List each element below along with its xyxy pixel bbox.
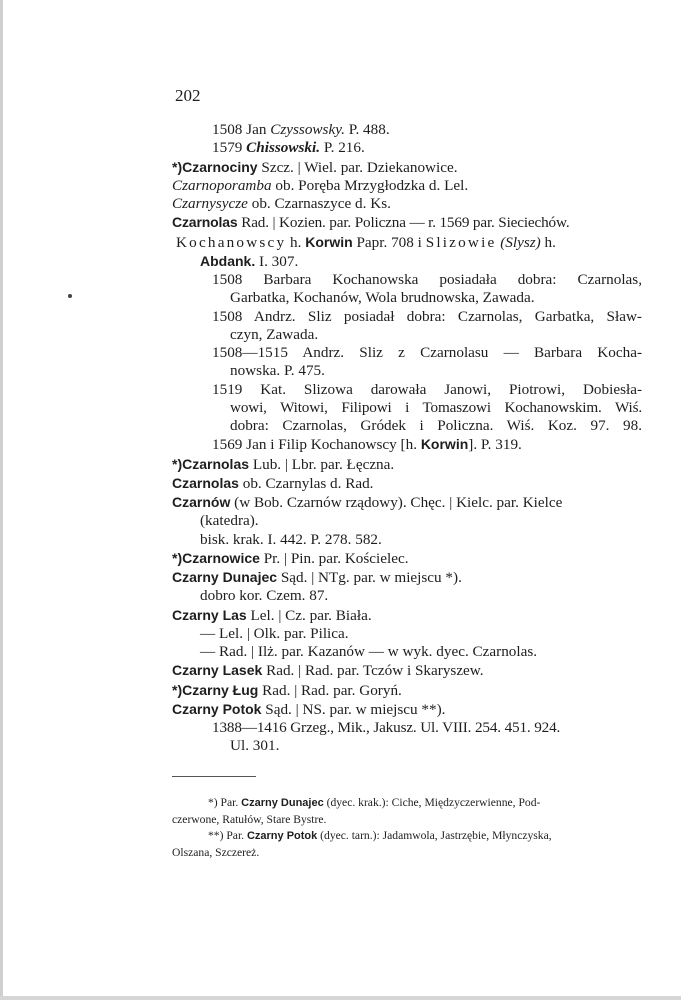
footnote-line [172, 795, 652, 812]
entry-headword: Czarnoporamba [172, 176, 272, 194]
text-run: Papr. 708 i [352, 233, 426, 251]
text-run: ob. Czarnaszyce d. Ks. [247, 195, 391, 212]
entry-headword: Czarny Las [172, 606, 247, 623]
text-run: 1388—1416 Grzeg., Mik., Jakusz. Ul. VIII. 254. 451. 924. [212, 719, 561, 736]
text-run: ob. Czarnylas d. Rad. [238, 474, 374, 492]
entry-headword: Czarny Lasek [172, 662, 263, 679]
text-run: Szcz. | Wiel. par. Dziekanowice. [257, 158, 458, 176]
text-run: Czarny Dunajec [241, 797, 324, 809]
text-line [172, 474, 642, 493]
text-run: Olszana, Szczereż. [172, 845, 260, 859]
text-line [172, 417, 642, 435]
text-run: *) Par. [208, 796, 242, 809]
text-run: (katedra). [200, 512, 259, 530]
footnote-line [172, 812, 652, 829]
text-line [172, 549, 642, 568]
text-line [172, 681, 642, 700]
text-line [172, 362, 642, 380]
text-run: Korwin [305, 233, 353, 250]
text-run: Rad. | Rad. par. Tczów i Skaryszew. [262, 662, 484, 680]
text-run: Chissowski. [246, 139, 321, 157]
footnote-line [172, 845, 652, 862]
text-line [172, 177, 642, 195]
text-line [172, 271, 642, 289]
text-run: Rad. | Kozien. par. Policzna — r. 1569 par. Sieciechów. [237, 214, 570, 232]
text-run: (w Bob. Czarnów rządowy). Chęc. | Kielc. par. Kielce [230, 494, 563, 511]
text-run: h. [286, 233, 306, 251]
entry-headword: Czarnysycze [172, 195, 248, 212]
text-run: 1508—1515 Andrz. Sliz z Czarnolasu — Barbara Kocha- [212, 344, 642, 361]
text-line [172, 719, 642, 737]
text-run: bisk. krak. I. 442. P. 278. 582. [200, 530, 382, 548]
text-line [172, 455, 642, 474]
text-line [172, 326, 642, 344]
text-run: P. 216. [320, 139, 365, 157]
entry-headword: Czarny Dunajec [172, 569, 278, 585]
footnote-rule [172, 776, 256, 777]
text-line [172, 737, 642, 755]
text-run: (Slysz) [500, 233, 541, 251]
text-line [172, 381, 642, 399]
text-run: Ul. 301. [230, 737, 280, 755]
page-number: 202 [175, 86, 201, 105]
entry-headword: Czarnolas [172, 214, 238, 231]
text-run: Rad. | Rad. par. Goryń. [258, 681, 402, 699]
page-bottom-edge [0, 996, 681, 1000]
footnote-line [172, 828, 652, 845]
entry-headword: *)Czarny Ług [172, 681, 259, 698]
text-line [172, 399, 642, 417]
text-run: — Rad. | Ilż. par. Kazanów — w wyk. dyec. Czarnolas. [200, 643, 538, 660]
main-text [172, 121, 642, 756]
text-run: Sąd. | NTg. par. w miejscu *). [277, 569, 462, 586]
text-line [172, 233, 642, 252]
text-run: — Lel. | Olk. par. Pilica. [200, 624, 349, 642]
text-run: Lub. | Lbr. par. Łęczna. [249, 455, 395, 473]
text-line [172, 213, 642, 232]
entry-headword: *)Czarnolas [172, 455, 250, 472]
text-run: czerwone, Ratułów, Stare Bystre. [172, 812, 327, 826]
text-run: wowi, Witowi, Filipowi i Tomaszowi Kochanowskim. Wiś. [230, 398, 642, 416]
text-line [172, 493, 642, 512]
text-run: Pr. | Pin. par. Kościelec. [259, 549, 409, 567]
page-edge [0, 0, 3, 1000]
text-run: dobro kor. Czem. 87. [200, 587, 329, 605]
text-run: nowska. P. 475. [230, 362, 325, 380]
text-line [172, 289, 642, 307]
entry-headword: *)Czarnowice [172, 549, 260, 566]
text-line [172, 531, 642, 549]
text-line [172, 512, 642, 530]
entry-headword: *)Czarnociny [172, 158, 258, 175]
text-line [172, 252, 642, 271]
text-line [172, 568, 642, 587]
text-run: 1519 Kat. Slizowa darowała Janowi, Piotrowi, Dobiesła- [212, 380, 642, 398]
text-run: Sąd. | NS. par. w miejscu **). [261, 700, 446, 718]
text-line [172, 625, 642, 643]
text-line [172, 606, 642, 625]
text-run: Kochanowscy [176, 233, 287, 251]
text-line [172, 195, 642, 213]
entry-headword: Czarnów [172, 494, 231, 510]
text-line [172, 435, 642, 454]
text-run: (dyec. tarn.): Jadamwola, Jastrzębie, Młynczyska, [317, 829, 552, 842]
text-run: 1508 Andrz. Sliz posiadał dobra: Czarnolas, Garbatka, Sław- [212, 307, 642, 325]
text-run: Czyssowsky. [270, 121, 345, 138]
text-run: Czarny Potok [246, 830, 318, 842]
text-run: **) Par. [208, 829, 247, 842]
scan-speck [68, 294, 72, 298]
entry-headword: Czarny Potok [172, 700, 262, 717]
text-run: 1569 Jan i Filip Kochanowscy [h. [212, 436, 421, 454]
entry-headword: Czarnolas [172, 474, 239, 491]
footnotes [172, 795, 652, 861]
text-run: ]. P. 319. [468, 436, 522, 454]
text-line [172, 139, 642, 157]
text-run: (dyec. krak.): Ciche, Międzyczerwienne, Pod- [323, 796, 541, 809]
text-run: ob. Poręba Mrzygłodzka d. Lel. [271, 176, 469, 194]
text-run: I. 307. [255, 252, 299, 270]
text-line [172, 308, 642, 326]
text-run: P. 488. [344, 121, 390, 138]
text-line [172, 643, 642, 661]
text-line [172, 344, 642, 362]
text-run: Slizowie [425, 233, 497, 251]
text-run: dobra: Czarnolas, Gródek i Policzna. Wiś. Koz. 97. 98. [230, 417, 642, 434]
text-run: 1508 Barbara Kochanowska posiadała dobra: Czarnolas, [212, 271, 642, 288]
text-run: Garbatka, Kochanów, Wola brudnowska, Zawada. [230, 289, 535, 307]
text-run: Lel. | Cz. par. Biała. [246, 606, 372, 624]
text-run: czyn, Zawada. [230, 325, 319, 343]
text-line [172, 661, 642, 680]
text-line [172, 158, 642, 177]
text-run: h. [540, 233, 556, 251]
text-run: 1579 [212, 139, 247, 157]
text-line [172, 121, 642, 139]
text-run: Abdank. [200, 252, 256, 269]
text-line [172, 700, 642, 719]
text-run: 1508 Jan [212, 121, 271, 138]
text-run: Korwin [420, 436, 469, 453]
text-line [172, 587, 642, 605]
